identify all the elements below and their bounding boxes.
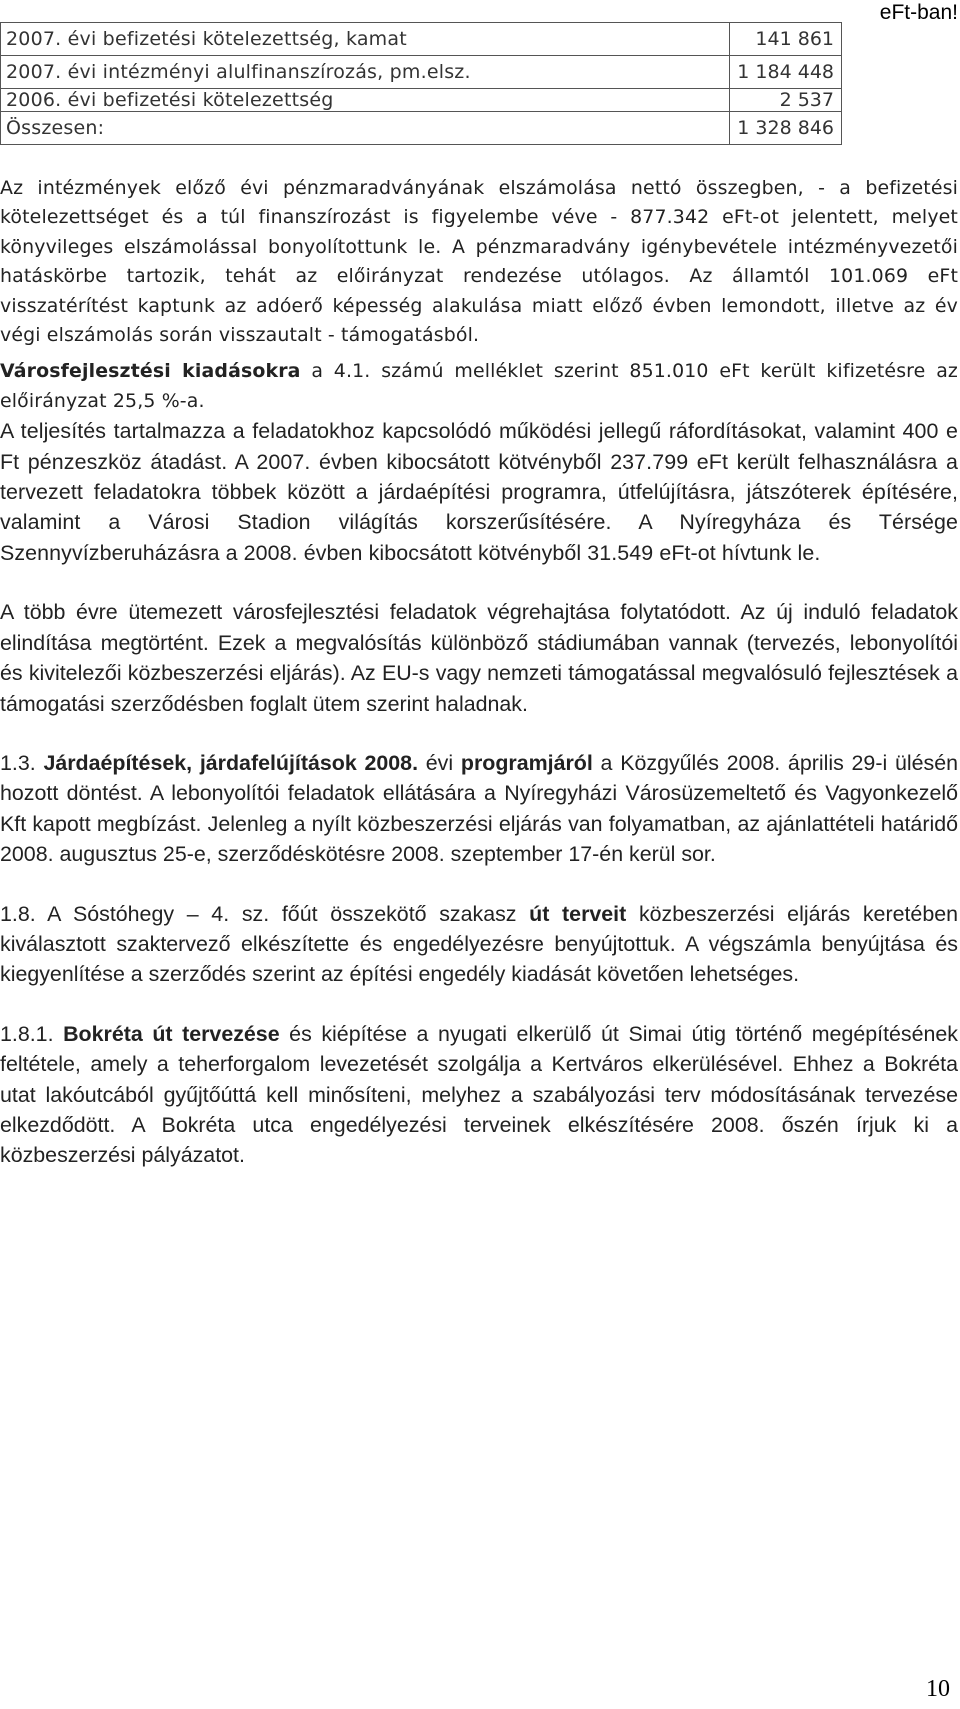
- total-value: 1 328 846: [730, 112, 842, 145]
- table-row: [1, 23, 842, 56]
- paragraph-urban-development-expenses: Városfejlesztési kiadásokra a 4.1. számú melléklet szerint 851.010 eFt került kifizetésre az előirányzat 25,5 %-a.: [0, 360, 958, 412]
- row-value: 1 184 448: [730, 56, 842, 89]
- paragraph-sostohegy-road: 1.8. A Sóstóhegy – 4. sz. főút összekötő szakasz út terveit közbeszerzési eljárás keretében kiválasztott szaktervező elkészítette és engedélyezésre benyújtottuk. A végszámla benyújtása és kiegyenlítése a szerződés szerint az építési engedély kiadását követően lehetséges.: [0, 901, 959, 987]
- paragraph-sidewalk-program: 1.3. Járdaépítések, járdafelújítások 2008. évi programjáról a Közgyűlés 2008. április 29-i ülésén hozott döntést. A lebonyolítói feladatok ellátására a Nyíregyházi Városüzemeltető és Vagyonkezelő Kft kapott megbízást. Jelenleg a nyílt közbeszerzési eljárás van folyamatban, az ajánlattételi határidő 2008. augusztus 25-e, szerződéskötésre 2008. szeptember 17-én kerül sor.: [0, 750, 958, 867]
- paragraph-multi-year-tasks: A több évre ütemezett városfejlesztési feladatok végrehajtása folytatódott. Az új induló feladatok elindítása megtörtént. Ezek a megvalósítás különböző stádiumában vannak (tervezés, lebonyolítói és kivitelezői közbeszerzési eljárás). Az EU-s vagy nemzeti támogatással megvalósuló fejlesztések a támogatási szerződésben foglalt ütem szerint haladnak.: [0, 600, 958, 716]
- row-label: 2007. évi befizetési kötelezettség, kamat: [1, 23, 730, 56]
- body-text: [0, 174, 958, 1171]
- row-label: 2007. évi intézményi alulfinanszírozás, pm.elsz.: [1, 56, 730, 89]
- row-label: 2006. évi befizetési kötelezettség: [6, 89, 334, 111]
- row-value: 141 861: [730, 23, 842, 56]
- heading-sidewalk-works: Járdaépítések, járdafelújítások 2008.: [43, 750, 419, 775]
- table-row-total: [1, 112, 842, 145]
- row-value: 2 537: [779, 89, 834, 111]
- paragraph-bokreta-road: 1.8.1. Bokréta út tervezése és kiépítése a nyugati elkerülő út Simai útig történő megépítésének feltétele, amely a teherforgalom levezetését szolgálja a Kertváros elkerülésével. Ehhez a Bokréta utat lakóutcából gyűjtőúttá kell minősíteni, melyhez a szabályozási terv módosításának tervezése elkezdődött. A Bokréta utca engedélyezési terveinek elkészítésére 2008. őszén írjuk ki a közbeszerzési pályázatot.: [0, 1021, 958, 1168]
- heading-urban-development: Városfejlesztési kiadásokra: [0, 360, 301, 383]
- heading-road-plans: út terveit: [529, 901, 627, 926]
- heading-bokreta-road: Bokréta út tervezése: [63, 1021, 280, 1046]
- paragraph-cash-surplus: Az intézmények előző évi pénzmaradványának elszámolása nettó összegben, - a befizetési kötelezettséget és a túl finanszírozást is figyelembe véve - 877.342 eFt-ot jelentett, melyet könyvileges elszámolással bonyolítottunk le. A pénzmaradvány igénybevétele intézményvezetői hatáskörbe tartozik, tehát az előirányzat rendezése utólagos. Az államtól 101.069 eFt visszatérítést kaptunk az adóerő képesség alakulása miatt előző évben lemondott, illetve az év végi elszámolás során visszautalt - támogatásból.: [0, 177, 958, 347]
- paragraph-fulfilment: A teljesítés tartalmazza a feladatokhoz kapcsolódó működési jellegű ráfordításokat, valamint 400 e Ft pénzeszköz átadást. A 2007. évben kibocsátott kötvényből 237.799 eFt került felhasználásra a tervezett feladatokra többek között a járdaépítési programra, útfelújításra, játszóterek építésére, valamint a Városi Stadion világítás korszerűsítésére. A Nyíregyháza és Térsége Szennyvízberuházásra a 2008. évben kibocsátott kötvényből 31.549 eFt-ot hívtunk le.: [0, 419, 958, 565]
- heading-program: programjáról: [460, 750, 593, 775]
- summary-table: [0, 22, 842, 145]
- unit-label: eFt-ban!: [879, 1, 958, 24]
- page-number: 10: [926, 1676, 950, 1702]
- table-row: [1, 89, 842, 112]
- total-label: Összesen:: [1, 112, 730, 145]
- table-row: [1, 56, 842, 89]
